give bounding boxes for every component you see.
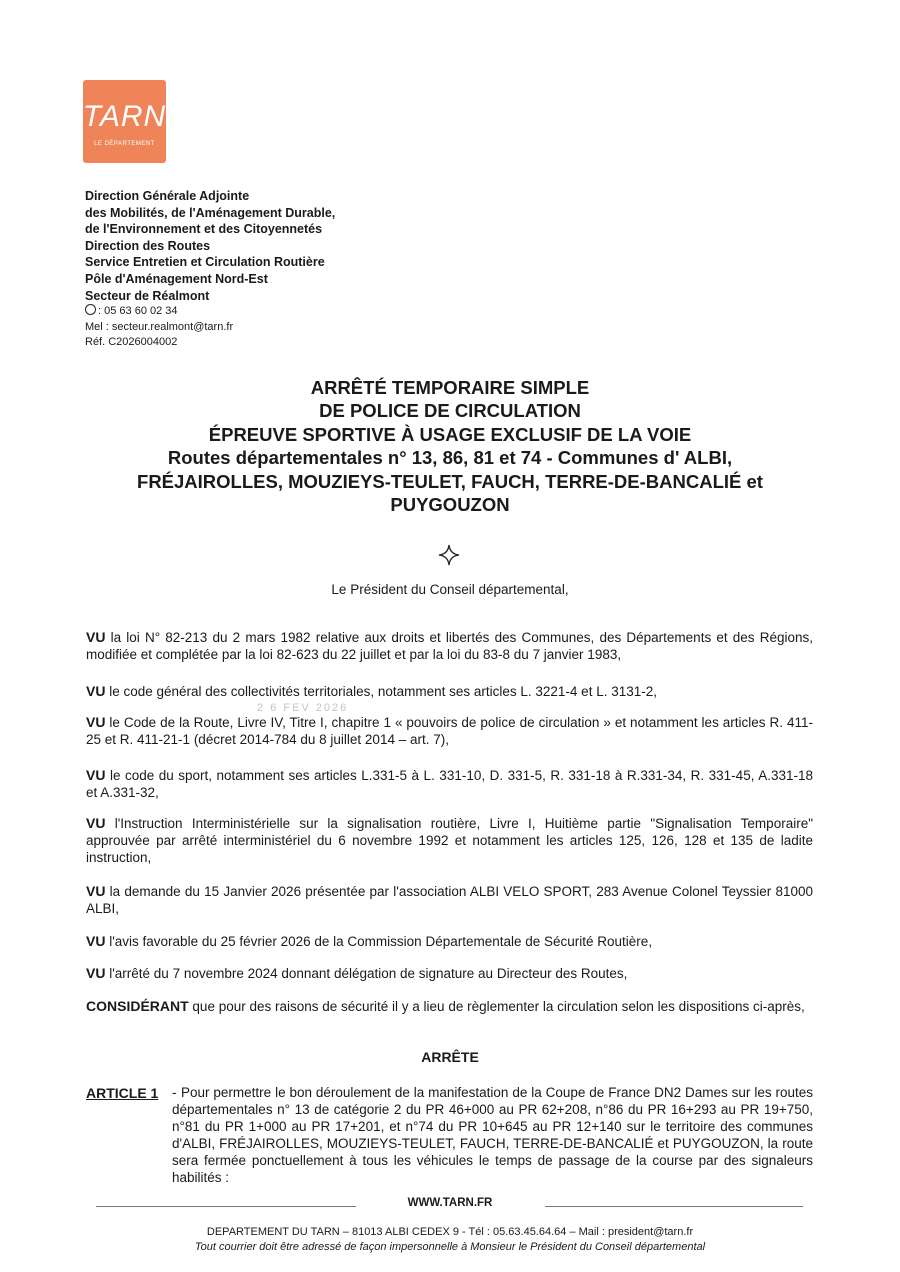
recital-keyword: VU	[86, 629, 106, 645]
title-line: PUYGOUZON	[390, 494, 510, 516]
sender-mail: Mel : secteur.realmont@tarn.fr	[85, 320, 234, 333]
considerant-recital	[86, 998, 813, 1015]
legal-recital	[86, 767, 813, 801]
footer-address: DEPARTEMENT DU TARN – 81013 ALBI CEDEX 9 - Tél : 05.63.45.64.64 – Mail : president@tarn.fr	[206, 1226, 694, 1238]
recital-keyword: VU	[86, 883, 106, 899]
title-line: FRÉJAIROLLES, MOUZIEYS-TEULET, FAUCH, TERRE-DE-BANCALIÉ et	[137, 470, 763, 492]
title-line: DE POLICE DE CIRCULATION	[319, 400, 581, 422]
footer-website: WWW.TARN.FR	[407, 1197, 493, 1209]
legal-recital	[86, 714, 813, 748]
recital-keyword: VU	[86, 767, 106, 783]
legal-recital	[86, 815, 813, 866]
recital-keyword: VU	[86, 683, 106, 699]
recital-text: l'arrêté du 7 novembre 2024 donnant délégation de signature au Directeur des Routes,	[105, 966, 628, 981]
article-1-label: ARTICLE 1	[86, 1085, 159, 1101]
logo-word: TARN	[82, 99, 167, 133]
article-1-body: Pour permettre le bon déroulement de la manifestation de la Coupe de France DN2 Dames sur les routes départementales n° 13 de catégorie 2 du PR 46+000 au PR 62+208, n°86 du PR 16+293 au PR 19+750, n°81 du PR 1+000 au PR 17+201, et n°74 du PR 10+645 au PR 12+140 sur le territoire des communes d'ALBI, FRÉJAIROLLES, MOUZIEYS-TEULET, FAUCH, TERRE-DE-BANCALIÉ et PUYGOUZON, la route sera fermée ponctuellement à tous les véhicules le temps de passage de la course par des signaleurs habilités :	[172, 1085, 813, 1185]
recital-text: le Code de la Route, Livre IV, Titre I, chapitre 1 « pouvoirs de police de circulation » et notamment les articles R. 411-25 et R. 411-21-1 (décret 2014-784 du 8 juillet 2014 – art. 7),	[86, 715, 813, 747]
sender-reference: Réf. C2026004002	[85, 336, 178, 349]
sender-line: des Mobilités, de l'Aménagement Durable,	[85, 205, 336, 220]
recital-keyword: CONSIDÉRANT	[86, 998, 189, 1014]
sender-phone	[85, 304, 335, 320]
recital-text: que pour des raisons de sécurité il y a lieu de règlementer la circulation selon les dispositions ci-après,	[188, 999, 805, 1014]
sender-line: de l'Environnement et des Citoyennetés	[85, 222, 323, 237]
recital-keyword: VU	[86, 933, 106, 949]
recital-keyword: VU	[86, 815, 106, 831]
footer-note: Tout courrier doit être adressé de façon impersonnelle à Monsieur le Président du Conseil départemental	[194, 1241, 706, 1253]
recital-text: l'Instruction Interministérielle sur la signalisation routière, Livre I, Huitième partie "Signalisation Temporaire" approuvée par arrêté interministériel du 6 novembre 1992 et notamment les articles 125, 126, 128 et 135 de ladite instruction,	[86, 816, 813, 865]
sender-line: Direction des Routes	[85, 238, 211, 253]
title-line: ARRÊTÉ TEMPORAIRE SIMPLE	[310, 377, 590, 398]
legal-recital	[86, 629, 813, 663]
legal-recital	[86, 683, 813, 700]
sender-phone-number: : 05 63 60 02 34	[98, 305, 178, 318]
recital-keyword: VU	[86, 965, 106, 981]
president-line: Le Président du Conseil départemental,	[331, 582, 569, 597]
received-stamp: 2 6 FEV 2026	[257, 702, 349, 714]
tarn-logo	[83, 80, 166, 163]
logo-subtitle: LE DÉPARTEMENT	[94, 140, 155, 147]
legal-recital	[86, 933, 813, 950]
article-1-text	[172, 1084, 813, 1186]
recital-text: l'avis favorable du 25 février 2026 de la Commission Départementale de Sécurité Routière,	[105, 934, 653, 949]
recital-text: le code général des collectivités territoriales, notamment ses articles L. 3221-4 et L. 3131-2,	[105, 684, 657, 699]
title-line: ÉPREUVE SPORTIVE À USAGE EXCLUSIF DE LA VOIE	[208, 423, 692, 445]
sender-line: Secteur de Réalmont	[85, 288, 210, 303]
article-1-dash: -	[172, 1085, 177, 1100]
title-line: Routes départementales n° 13, 86, 81 et 74 - Communes d' ALBI,	[167, 447, 733, 469]
recital-text: la demande du 15 Janvier 2026 présentée par l'association ALBI VELO SPORT, 283 Avenue Colonel Teyssier 81000 ALBI,	[86, 884, 813, 916]
sender-block	[85, 188, 335, 351]
phone-icon	[85, 304, 96, 315]
legal-recital	[86, 883, 813, 917]
legal-recital	[86, 965, 813, 982]
sender-line: Direction Générale Adjointe	[85, 189, 250, 203]
sender-line: Pôle d'Aménagement Nord-Est	[85, 271, 268, 286]
arrete-heading: ARRÊTE	[421, 1049, 479, 1065]
diamond-ornament-icon	[437, 543, 461, 567]
document-title	[0, 376, 900, 516]
recital-keyword: VU	[86, 714, 106, 730]
recital-text: la loi N° 82-213 du 2 mars 1982 relative aux droits et libertés des Communes, des Départements et des Régions, modifiée et complétée par la loi 82-623 du 22 juillet et par la loi du 83-8 du 7 janvier 1983,	[86, 630, 813, 662]
recital-text: le code du sport, notamment ses articles L.331-5 à L. 331-10, D. 331-5, R. 331-18 à R.331-34, R. 331-45, A.331-18 et A.331-32,	[86, 768, 813, 800]
sender-line: Service Entretien et Circulation Routière	[85, 255, 325, 270]
